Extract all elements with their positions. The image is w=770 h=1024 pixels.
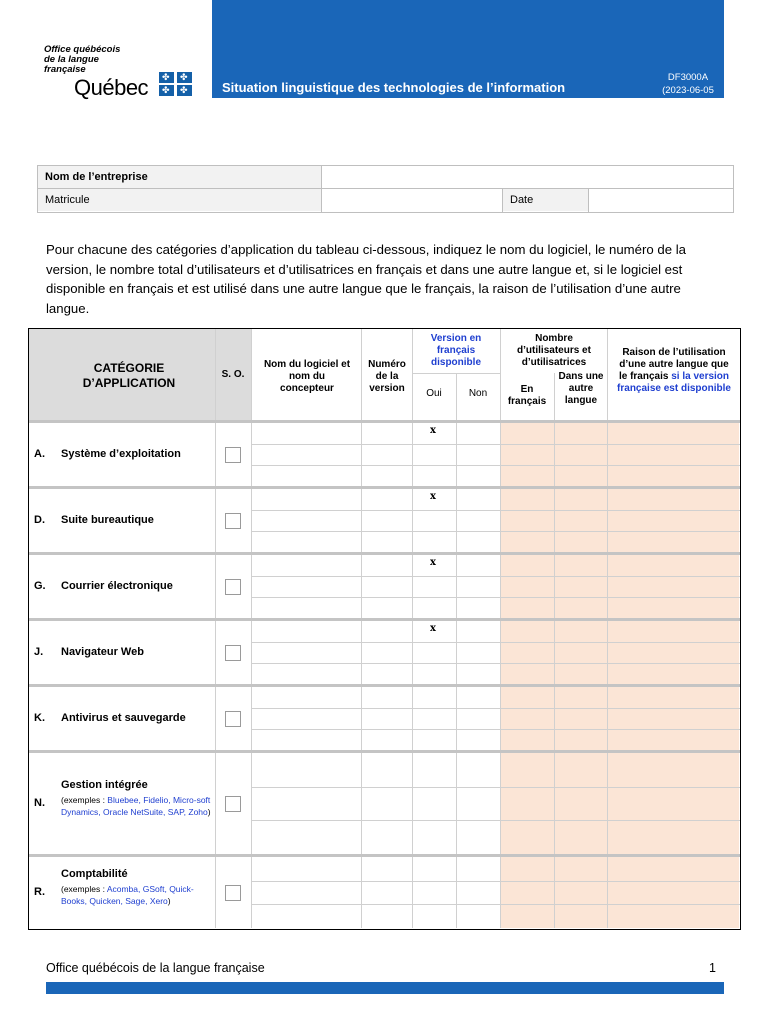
cell-divider: [215, 489, 216, 552]
cell-divider: [456, 423, 457, 486]
category-examples: [61, 883, 211, 907]
version-number-field[interactable]: [362, 708, 412, 728]
software-name-field[interactable]: [252, 489, 361, 509]
version-number-field[interactable]: [362, 820, 412, 853]
cell-divider: [500, 489, 501, 552]
header-numero: Numéro de la version: [368, 359, 406, 394]
header-version: Version en français disponible: [430, 333, 482, 368]
so-checkbox[interactable]: [225, 645, 241, 661]
company-name-label: Nom de l’entreprise: [38, 166, 321, 188]
cell-divider: [456, 753, 457, 854]
software-name-field[interactable]: [252, 820, 361, 853]
category-letter: D.: [34, 514, 45, 526]
cell-divider: [607, 423, 608, 486]
category-name: Système d’exploitation: [61, 448, 181, 460]
so-checkbox[interactable]: [225, 579, 241, 595]
cell-divider: [215, 753, 216, 854]
peach-cells: [501, 753, 739, 854]
version-number-field[interactable]: [362, 489, 412, 509]
cell-divider: [607, 753, 608, 854]
so-checkbox[interactable]: [225, 885, 241, 901]
software-name-field[interactable]: [252, 787, 361, 820]
peach-cells: [501, 621, 739, 684]
version-number-field[interactable]: [362, 465, 412, 485]
header-non: Non: [468, 388, 488, 399]
category-letter: N.: [34, 797, 45, 809]
software-name-field[interactable]: [252, 729, 361, 749]
cell-divider: [412, 423, 413, 486]
examples-prefix: (exemples :: [61, 795, 108, 805]
cell-divider: [412, 489, 413, 552]
category-name: Suite bureautique: [61, 514, 154, 526]
cell-divider: [554, 857, 555, 928]
office-logo-text: [44, 45, 120, 75]
oui-mark: x: [430, 491, 436, 502]
fleur-de-lis-icon: ✤: [162, 85, 170, 95]
header-categorie: CATÉGORIE D’APPLICATION: [82, 361, 176, 390]
peach-cells: [501, 489, 739, 552]
cell-divider: [554, 555, 555, 618]
cell-divider: [500, 687, 501, 750]
software-name-field[interactable]: [252, 904, 361, 927]
so-checkbox[interactable]: [225, 711, 241, 727]
header-en-francais: En français: [507, 384, 547, 407]
category-letter: K.: [34, 712, 45, 724]
cell-divider: [456, 555, 457, 618]
cell-divider: [456, 857, 457, 928]
category-letter: A.: [34, 448, 45, 460]
software-name-field[interactable]: [252, 708, 361, 728]
peach-cells: [501, 687, 739, 750]
cell-divider: [607, 857, 608, 928]
so-checkbox[interactable]: [225, 513, 241, 529]
footer-organization: Office québécois de la langue française: [46, 961, 265, 975]
category-name: Gestion intégrée: [61, 779, 148, 791]
version-number-field[interactable]: [362, 904, 412, 927]
quebec-wordmark: Québec: [74, 75, 149, 100]
version-number-field[interactable]: [362, 597, 412, 617]
version-number-field[interactable]: [362, 621, 412, 641]
date-field[interactable]: [589, 189, 733, 211]
peach-cells: [501, 555, 739, 618]
oui-mark: x: [430, 425, 436, 436]
version-number-field[interactable]: [362, 444, 412, 464]
software-name-field[interactable]: [252, 555, 361, 575]
cell-divider: [500, 621, 501, 684]
software-name-field[interactable]: [252, 444, 361, 464]
cell-divider: [215, 555, 216, 618]
category-examples: [61, 794, 211, 818]
cell-divider: [412, 687, 413, 750]
software-name-field[interactable]: [252, 576, 361, 596]
examples-suffix: ): [207, 807, 211, 817]
version-number-field[interactable]: [362, 423, 412, 443]
version-number-field[interactable]: [362, 753, 412, 786]
form-code-number: DF3000A: [667, 72, 709, 83]
cell-divider: [607, 555, 608, 618]
form-code: [655, 71, 721, 97]
header-autre-langue: Dans une autre langue: [558, 371, 604, 406]
header-raison: [617, 347, 731, 395]
header-raison-suffix: si la version française est disponible: [617, 371, 731, 394]
version-number-field[interactable]: [362, 687, 412, 707]
cell-divider: [500, 555, 501, 618]
footer-bar: [46, 982, 724, 994]
cell-divider: [607, 621, 608, 684]
office-logo-line: Office québécois: [44, 44, 121, 55]
cell-divider: [500, 753, 501, 854]
version-number-field[interactable]: [362, 787, 412, 820]
company-name-field[interactable]: [322, 166, 733, 188]
matricule-label: Matricule: [38, 189, 321, 211]
software-name-field[interactable]: [252, 510, 361, 530]
software-name-field[interactable]: [252, 687, 361, 707]
version-number-field[interactable]: [362, 857, 412, 880]
office-logo-line: de la langue: [44, 54, 99, 65]
version-number-field[interactable]: [362, 531, 412, 551]
category-name: Antivirus et sauvegarde: [61, 712, 186, 724]
form-code-date: (2023-06-05: [662, 85, 714, 96]
software-name-field[interactable]: [252, 881, 361, 904]
quebec-flag-icon: [159, 72, 192, 96]
software-name-field[interactable]: [252, 753, 361, 786]
header-so: S. O.: [221, 369, 245, 380]
matricule-field[interactable]: [322, 189, 502, 211]
cell-divider: [412, 753, 413, 854]
examples-list: Bluebee, Fidelio, Micro-soft Dynamics, Oracle NetSuite, SAP, Zoho: [61, 795, 211, 817]
cell-divider: [412, 857, 413, 928]
cell-divider: [500, 857, 501, 928]
category-name: Comptabilité: [61, 868, 128, 880]
examples-suffix: ): [167, 896, 171, 906]
version-number-field[interactable]: [362, 642, 412, 662]
software-name-field[interactable]: [252, 597, 361, 617]
category-name: Courrier électronique: [61, 580, 173, 592]
version-number-field[interactable]: [362, 729, 412, 749]
cell-divider: [412, 621, 413, 684]
date-label: Date: [503, 189, 588, 211]
company-info-box: [37, 165, 734, 213]
document-title: Situation linguistique des technologies de l’information: [222, 80, 566, 95]
peach-cells: [501, 423, 739, 486]
version-number-field[interactable]: [362, 510, 412, 530]
software-name-field[interactable]: [252, 465, 361, 485]
office-logo-line: française: [44, 64, 86, 75]
cell-divider: [456, 489, 457, 552]
examples-prefix: (exemples :: [61, 884, 107, 894]
cell-divider: [607, 687, 608, 750]
cell-divider: [554, 489, 555, 552]
cell-divider: [554, 423, 555, 486]
category-letter: G.: [34, 580, 46, 592]
fleur-de-lis-icon: ✤: [180, 72, 188, 82]
software-name-field[interactable]: [252, 857, 361, 880]
applications-table: [28, 328, 741, 930]
cell-divider: [215, 423, 216, 486]
version-number-field[interactable]: [362, 555, 412, 575]
cell-divider: [215, 687, 216, 750]
cell-divider: [554, 621, 555, 684]
so-checkbox[interactable]: [225, 796, 241, 812]
fleur-de-lis-icon: ✤: [162, 72, 170, 82]
version-number-field[interactable]: [362, 663, 412, 683]
cell-divider: [500, 423, 501, 486]
peach-cells: [501, 857, 739, 928]
fleur-de-lis-icon: ✤: [180, 85, 188, 95]
software-name-field[interactable]: [252, 531, 361, 551]
examples-list: Acomba, GSoft, Quick-Books, Quicken, Sage, Xero: [61, 884, 194, 906]
cell-divider: [607, 489, 608, 552]
header-nom: Nom du logiciel et nom du concepteur: [263, 359, 351, 394]
category-name: Navigateur Web: [61, 646, 144, 658]
header-oui: Oui: [426, 388, 442, 399]
category-letter: R.: [34, 886, 45, 898]
oui-mark: x: [430, 623, 436, 634]
cell-divider: [215, 857, 216, 928]
cell-divider: [554, 753, 555, 854]
header-raison-prefix: Raison de l’utilisation d’une autre langue que le français: [618, 347, 729, 382]
cell-divider: [215, 621, 216, 684]
version-number-field[interactable]: [362, 576, 412, 596]
cell-divider: [412, 555, 413, 618]
category-letter: J.: [34, 646, 44, 658]
software-name-field[interactable]: [252, 621, 361, 641]
so-checkbox[interactable]: [225, 447, 241, 463]
software-name-field[interactable]: [252, 663, 361, 683]
oui-mark: x: [430, 557, 436, 568]
cell-divider: [554, 687, 555, 750]
cell-divider: [456, 621, 457, 684]
cell-divider: [456, 687, 457, 750]
software-name-field[interactable]: [252, 642, 361, 662]
version-number-field[interactable]: [362, 881, 412, 904]
page-number: 1: [709, 961, 716, 975]
software-name-field[interactable]: [252, 423, 361, 443]
header-nombre: Nombre d’utilisateurs et d’utilisatrices: [517, 333, 591, 368]
instructions-paragraph: Pour chacune des catégories d’application du tableau ci-dessous, indiquez le nom du logiciel, le numéro de la version, le nombre total d’utilisateurs et d’utilisatrices en français et dans une autre langue et, si le logiciel est disponible en français et est utilisé dans une autre langue que le français, la raison de l’utilisation d’une autre langue.: [46, 242, 686, 316]
